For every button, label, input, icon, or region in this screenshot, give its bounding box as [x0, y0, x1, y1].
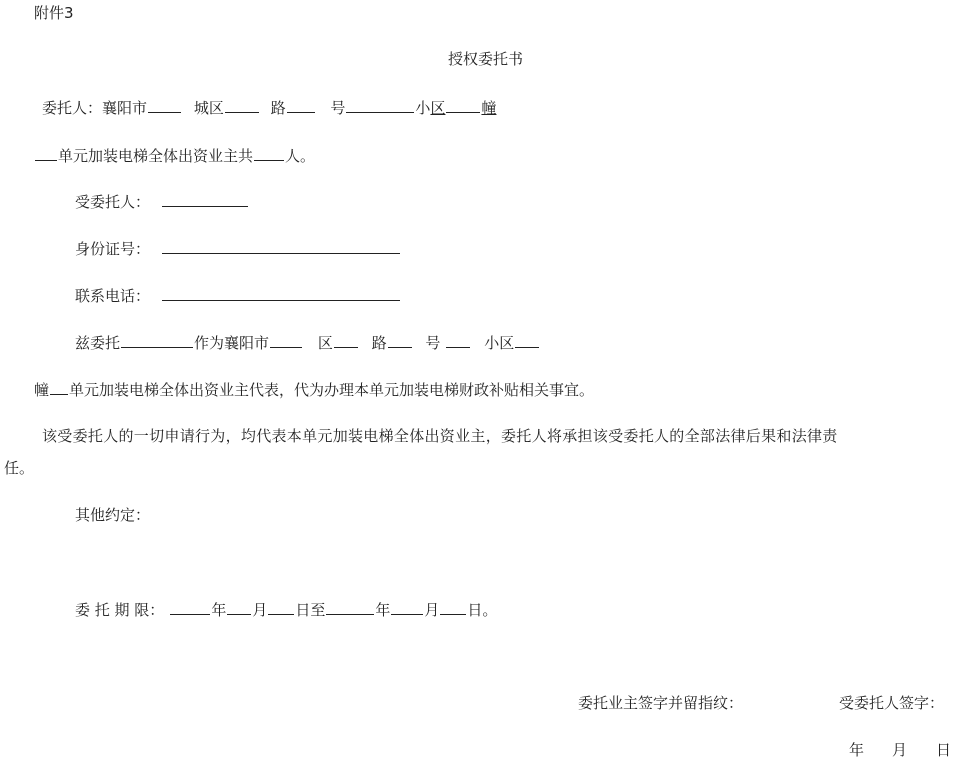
- statement-line-a: 该受委托人的一切申请行为，均代表本单元加装电梯全体出资业主，委托人将承担该受委托人的全部法律后果和法律责: [42, 427, 838, 445]
- term-start-month-blank[interactable]: [227, 599, 251, 615]
- delegation-building-text: 幢: [34, 381, 50, 399]
- date-year-text: 年: [849, 741, 865, 759]
- persons-blank[interactable]: [254, 145, 284, 161]
- delegation-number-blank[interactable]: [446, 332, 470, 348]
- delegate-blank[interactable]: [121, 332, 193, 348]
- trustee-id-label: 身份证号：: [75, 240, 151, 258]
- term-end-year-blank[interactable]: [326, 599, 374, 615]
- unit-blank[interactable]: [35, 145, 57, 161]
- term-month-text: 月: [252, 601, 268, 619]
- community-text-b: 区: [430, 99, 446, 117]
- road-blank[interactable]: [287, 97, 315, 113]
- city-blank[interactable]: [148, 97, 181, 113]
- delegation-continuation-text: 单元加装电梯全体出资业主代表，代为办理本单元加装电梯财政补贴相关事宜。: [69, 381, 595, 399]
- term-line: [75, 599, 497, 620]
- trustee-name-blank[interactable]: [162, 191, 248, 207]
- delegation-road-blank[interactable]: [388, 332, 412, 348]
- owner-signature-label: 委托业主签字并留指纹：: [578, 694, 744, 712]
- number-text: 号: [330, 99, 346, 117]
- delegation-community-text: 小区: [484, 334, 515, 352]
- term-day-text: 日: [295, 601, 311, 619]
- term-end-month-text: 月: [424, 601, 440, 619]
- number-blank[interactable]: [346, 97, 414, 113]
- trustee-phone-blank[interactable]: [162, 285, 400, 301]
- term-end-year-text: 年: [375, 601, 391, 619]
- term-year-text: 年: [211, 601, 227, 619]
- city-text: 襄阳市: [102, 99, 148, 117]
- trustee-phone-label: 联系电话：: [75, 287, 151, 305]
- date-day-text: 日: [936, 741, 952, 759]
- principal-label: 委托人：: [42, 99, 103, 117]
- delegation-unit-blank[interactable]: [50, 379, 68, 395]
- trustee-id-row: [75, 238, 401, 259]
- term-start-day-blank[interactable]: [268, 599, 294, 615]
- attachment-label: 附件3: [34, 4, 74, 22]
- delegation-line: [75, 332, 540, 353]
- term-start-year-blank[interactable]: [170, 599, 210, 615]
- district-text: 城区: [193, 99, 224, 117]
- community-text-a: 小: [415, 99, 431, 117]
- road-text: 路: [270, 99, 286, 117]
- building-text: 幢: [481, 99, 497, 117]
- delegation-as-text: 作为襄阳市: [194, 334, 270, 352]
- delegation-prefix: 兹委托: [75, 334, 121, 352]
- unit-line: [34, 145, 315, 166]
- delegation-community-blank[interactable]: [515, 332, 539, 348]
- date-month-text: 月: [892, 741, 908, 759]
- principal-line: [42, 97, 496, 118]
- delegation-road-text: 路: [371, 334, 387, 352]
- delegation-district-blank[interactable]: [334, 332, 358, 348]
- unit-text: 单元加装电梯全体出资业主共: [58, 147, 254, 165]
- delegation-city-blank[interactable]: [270, 332, 302, 348]
- trustee-id-blank[interactable]: [162, 238, 400, 254]
- term-end-day-blank[interactable]: [440, 599, 466, 615]
- trustee-phone-row: [75, 285, 401, 306]
- term-to-text: 至: [310, 601, 326, 619]
- delegation-number-text: 号: [425, 334, 441, 352]
- district-blank[interactable]: [225, 97, 259, 113]
- statement-line-b: 任。: [4, 459, 35, 477]
- term-end-month-blank[interactable]: [391, 599, 423, 615]
- term-label: 委 托 期 限：: [75, 601, 165, 619]
- persons-text: 人。: [285, 147, 316, 165]
- trustee-name-label: 受委托人：: [75, 193, 151, 211]
- delegation-district-text: 区: [317, 334, 333, 352]
- community-blank[interactable]: [446, 97, 480, 113]
- trustee-signature-label: 受委托人签字：: [839, 694, 945, 712]
- trustee-name-row: [75, 191, 249, 212]
- document-title: 授权委托书: [448, 50, 524, 68]
- other-agreements-label: 其他约定：: [75, 506, 151, 524]
- delegation-continuation-line: [34, 379, 594, 400]
- term-end-day-text: 日。: [467, 601, 498, 619]
